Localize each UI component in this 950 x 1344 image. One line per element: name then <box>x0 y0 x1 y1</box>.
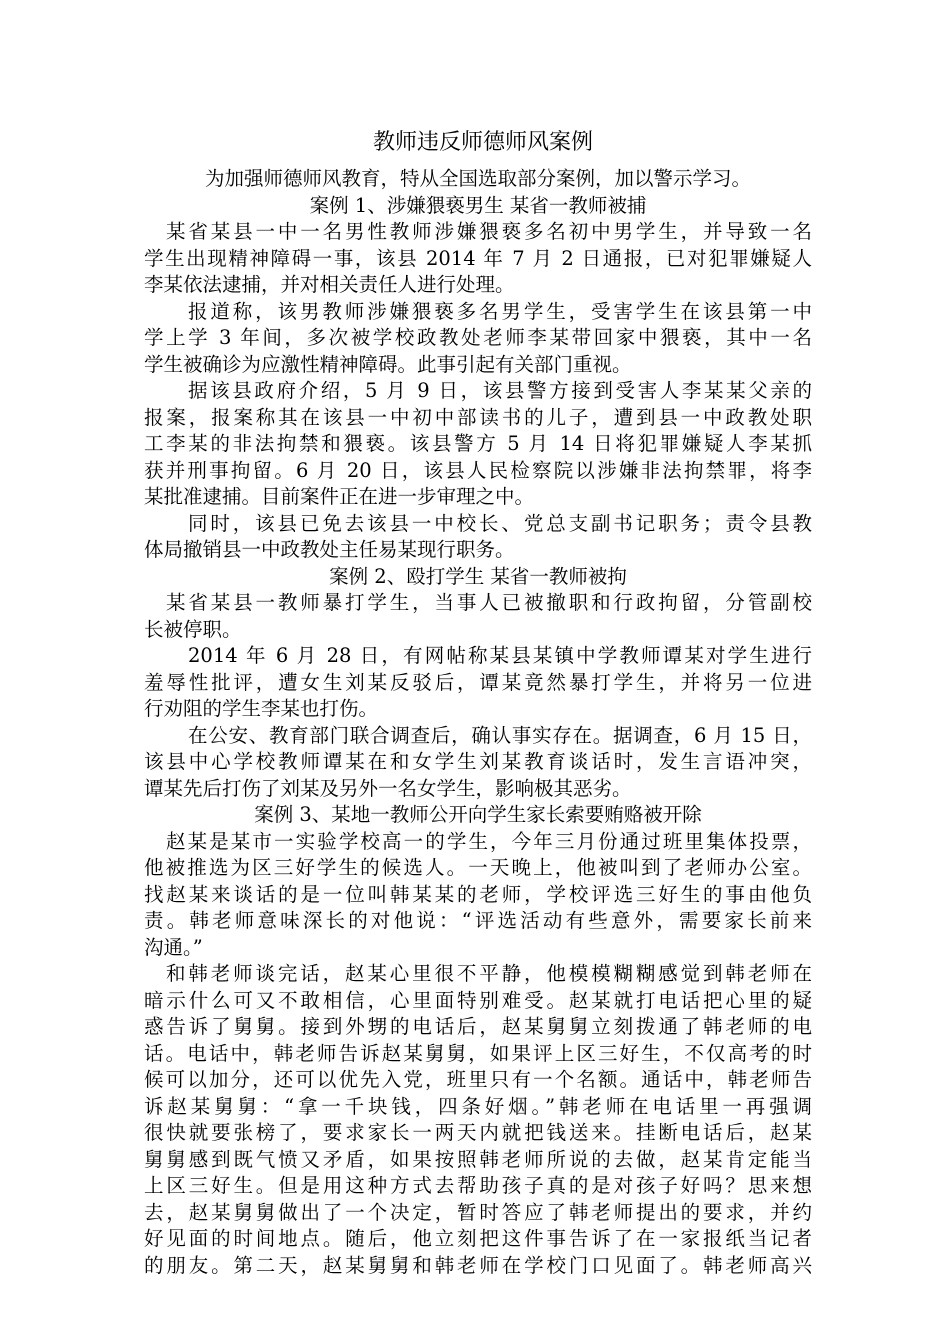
text-line: 该县中心学校教师谭某在和女学生刘某教育谈话时，发生言语冲突， <box>144 750 812 773</box>
text-line: 学生出现精神障碍一事，该县 2014 年 7 月 2 日通报，已对犯罪嫌疑人 <box>144 246 812 270</box>
section-heading: 案例 3、某地一教师公开向学生家长索要贿赂被开除 <box>254 803 702 826</box>
document-page <box>144 130 812 1279</box>
text-line: 暗示什么可又不敢相信，心里面特别难受。赵某就打电话把心里的疑 <box>144 988 812 1012</box>
text-line: 候可以加分，还可以优先入党，班里只有一个名额。通话中，韩老师告 <box>144 1068 812 1091</box>
text-line: 诉赵某舅舅：“拿一千块钱，四条好烟。”韩老师在电话里一再强调 <box>144 1094 812 1118</box>
text-line: 的朋友。第二天，赵某舅舅和韩老师在学校门口见面了。韩老师高兴 <box>144 1253 812 1277</box>
text-line: 好见面的时间地点。随后，他立刻把这件事告诉了在一家报纸当记者 <box>144 1227 812 1250</box>
text-line: 获并刑事拘留。6 月 20 日，该县人民检察院以涉嫌非法拘禁罪，将李 <box>144 458 812 482</box>
text-line: 2014 年 6 月 28 日，有网帖称某县某镇中学教师谭某对学生进行 <box>188 644 812 667</box>
section-heading: 案例 2、殴打学生 某省一教师被拘 <box>329 564 627 588</box>
text-line: 据该县政府介绍，5 月 9 日，该县警方接到受害人李某某父亲的 <box>188 379 812 402</box>
text-line: 舅舅感到既气愤又矛盾，如果按照韩老师所说的去做，赵某肯定能当 <box>144 1147 812 1171</box>
text-line: 很快就要张榜了，要求家长一两天内就把钱送来。挂断电话后，赵某 <box>144 1121 812 1144</box>
text-line: 在公安、教育部门联合调查后，确认事实存在。据调查，6 月 15 日， <box>188 723 812 747</box>
text-line: 找赵某来谈话的是一位叫韩某某的老师，学校评选三好生的事由他负 <box>144 882 812 906</box>
text-line: 沟通。” <box>144 935 203 959</box>
text-line: 话。电话中，韩老师告诉赵某舅舅，如果评上区三好生，不仅高考的时 <box>144 1041 812 1065</box>
text-line: 学上学 3 年间，多次被学校政教处老师李某带回家中猥亵，其中一名 <box>144 326 812 349</box>
text-line: 谭某先后打伤了刘某及另外一名女学生，影响极其恶劣。 <box>144 776 632 800</box>
text-line: 学生被确诊为应激性精神障碍。此事引起有关部门重视。 <box>144 352 632 376</box>
document-title: 教师违反师德师风案例 <box>372 130 593 155</box>
text-line: 报道称，该男教师涉嫌猥亵多名男学生，受害学生在该县第一中 <box>188 299 812 323</box>
text-line: 惑告诉了舅舅。接到外甥的电话后，赵某舅舅立刻拨通了韩老师的电 <box>144 1015 812 1038</box>
text-line: 和韩老师谈完话，赵某心里很不平静，他模模糊糊感觉到韩老师在 <box>166 962 812 985</box>
text-line: 赵某是某市一实验学校高一的学生，今年三月份通过班里集体投票， <box>166 829 812 853</box>
text-line: 他被推选为区三好学生的候选人。一天晚上，他被叫到了老师办公室。 <box>144 856 812 879</box>
text-line: 某省某县一教师暴打学生，当事人已被撤职和行政拘留，分管副校 <box>166 591 812 614</box>
text-line: 某省某县一中一名男性教师涉嫌猥亵多名初中男学生，并导致一名 <box>166 220 812 243</box>
text-line: 报案，报案称其在该县一中初中部读书的儿子，遭到县一中政教处职 <box>144 405 812 429</box>
text-line: 羞辱性批评，遭女生刘某反驳后，谭某竟然暴打学生，并将另一位进 <box>144 670 812 694</box>
text-line: 体局撤销县一中政教处主任易某现行职务。 <box>144 538 515 561</box>
text-line: 上区三好生。但是用这种方式去帮助孩子真的是对孩子好吗？思来想 <box>144 1174 812 1197</box>
section-heading: 案例 1、涉嫌猥亵男生 某省一教师被捕 <box>309 193 647 217</box>
text-line: 去，赵某舅舅做出了一个决定，暂时答应了韩老师提出的要求，并约 <box>144 1200 812 1224</box>
text-line: 长被停职。 <box>144 617 242 641</box>
section-heading: 为加强师德师风教育，特从全国选取部分案例，加以警示学习。 <box>204 167 751 190</box>
text-line: 行劝阻的学生李某也打伤。 <box>144 697 379 720</box>
text-line: 李某依法逮捕，并对相关责任人进行处理。 <box>144 273 515 296</box>
text-line: 工李某的非法拘禁和猥亵。该县警方 5 月 14 日将犯罪嫌疑人李某抓 <box>144 432 812 455</box>
text-line: 责。韩老师意味深长的对他说：“评选活动有些意外，需要家长前来 <box>144 909 812 932</box>
document-body <box>144 166 812 1279</box>
text-line: 同时，该县已免去该县一中校长、党总支副书记职务；责令县教 <box>188 511 812 535</box>
text-line: 某批准逮捕。目前案件正在进一步审理之中。 <box>144 485 535 508</box>
